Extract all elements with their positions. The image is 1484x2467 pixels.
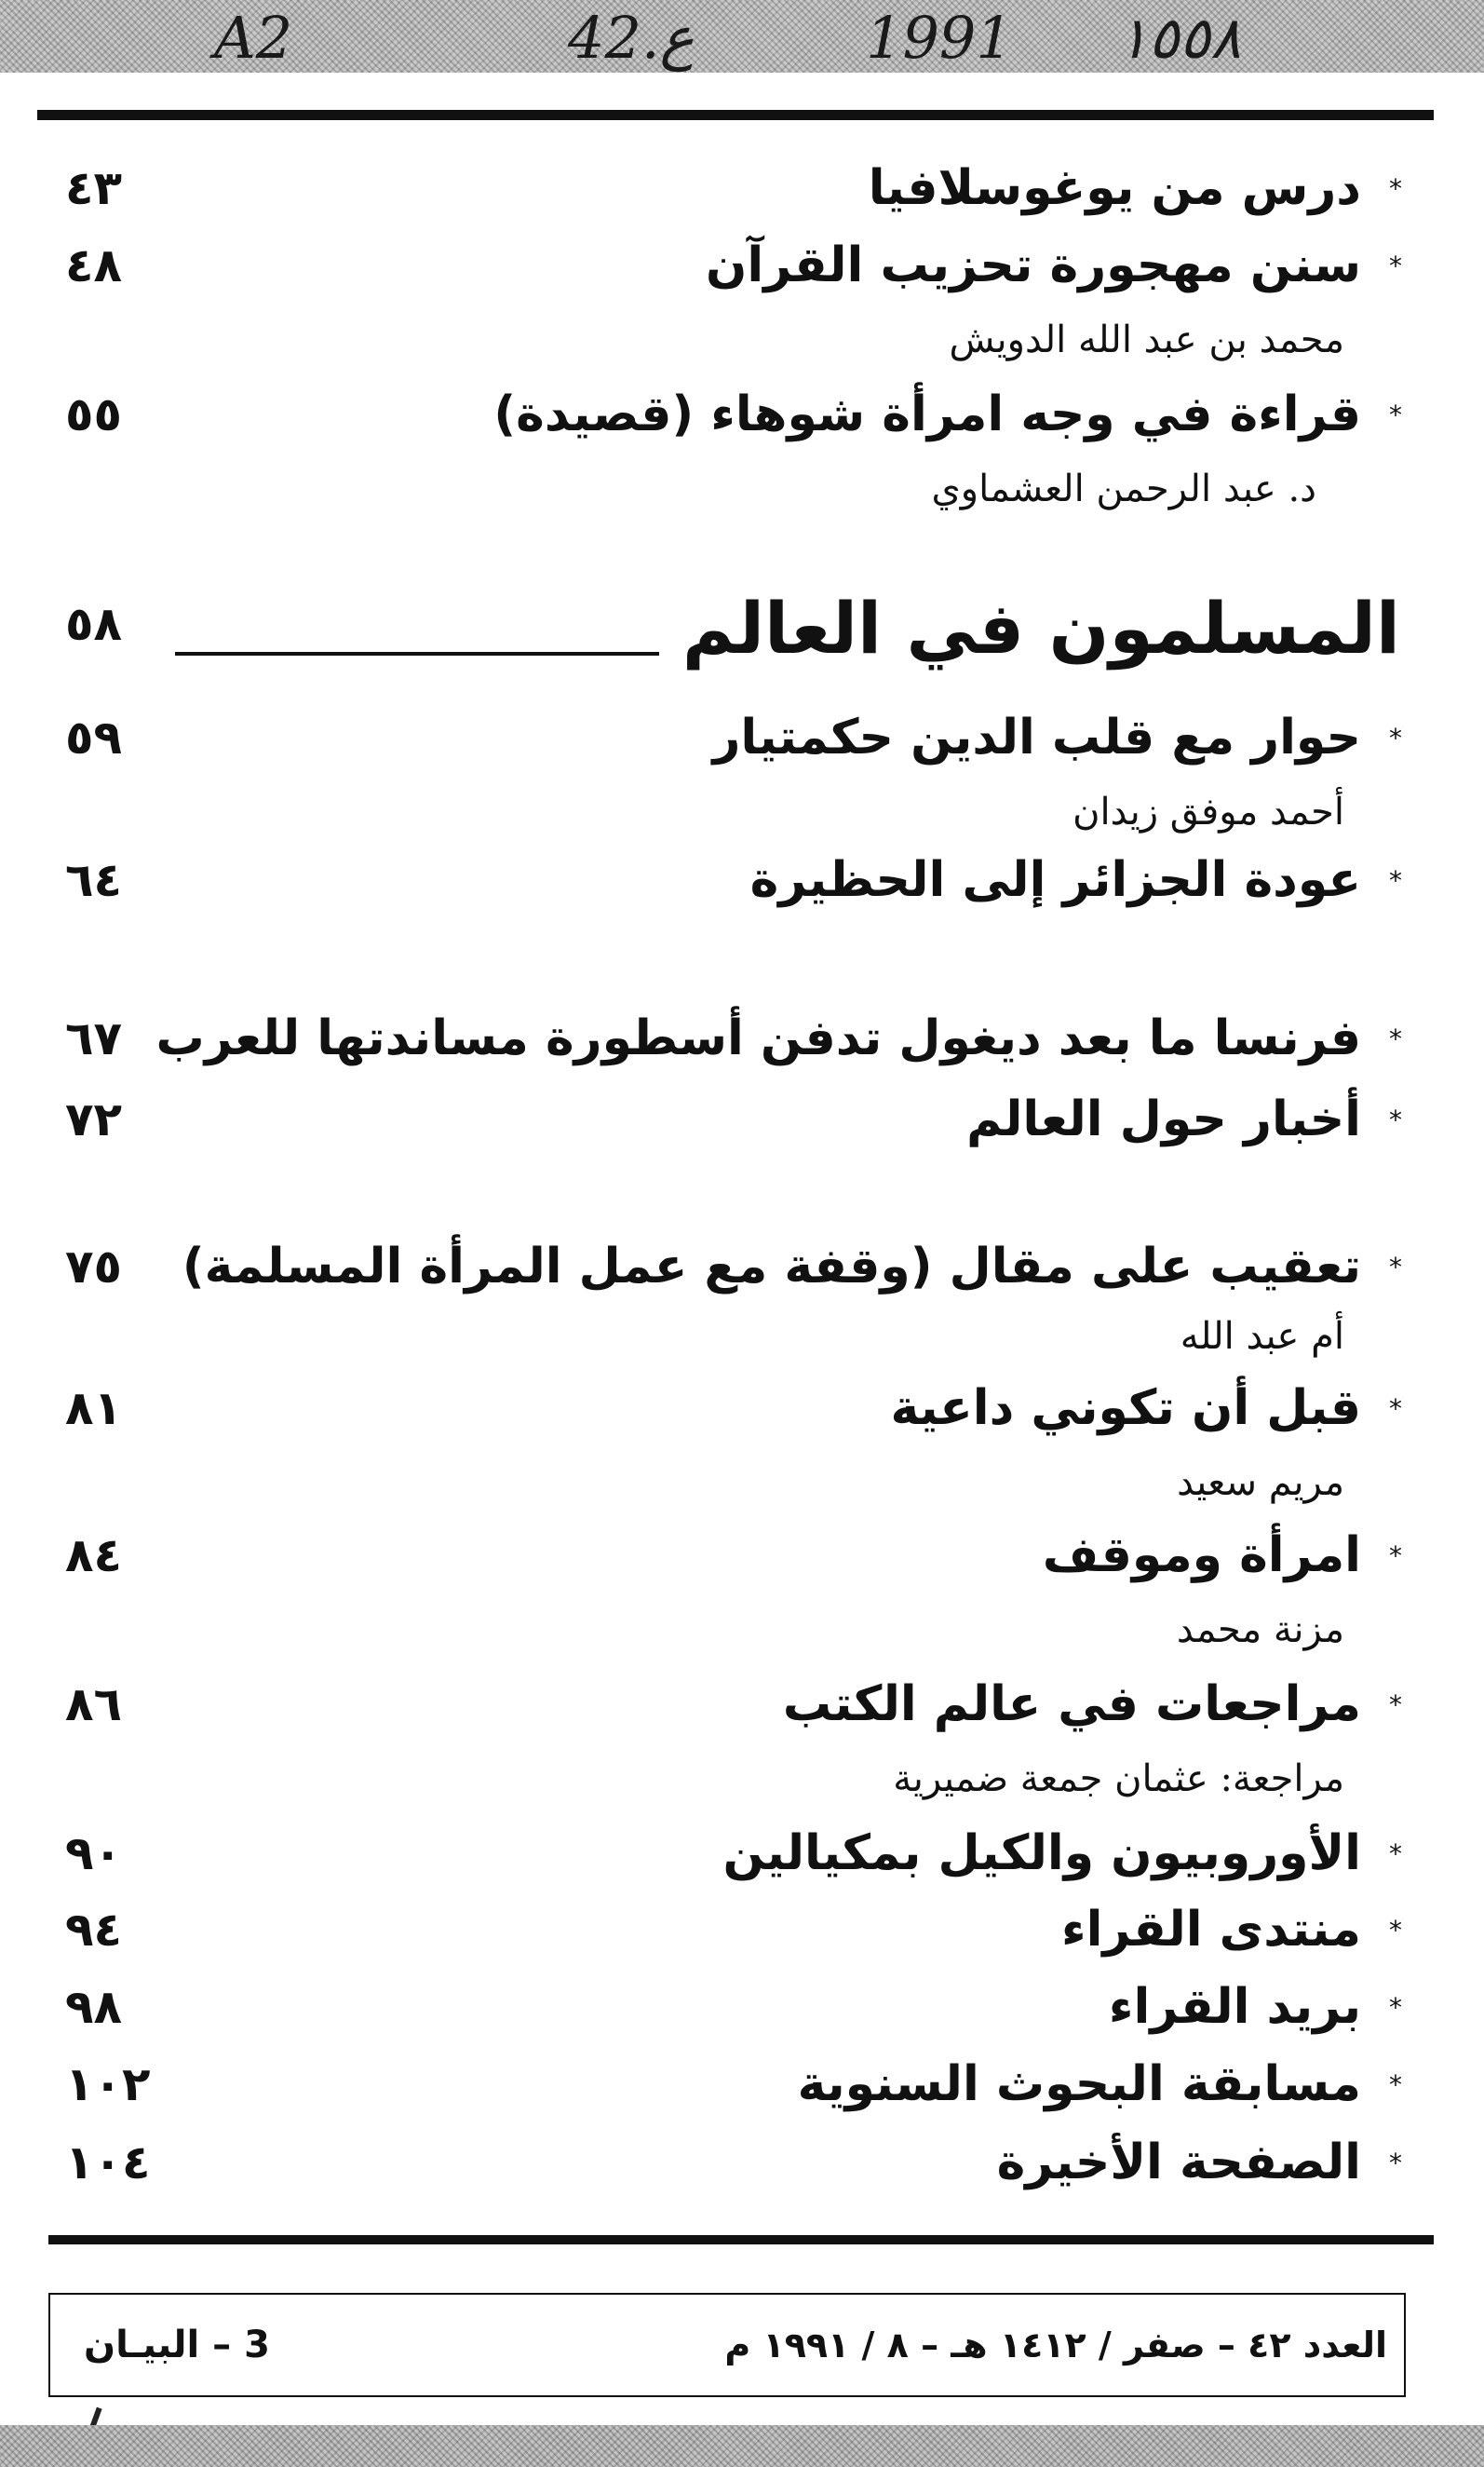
- entry-title: بريد القراء: [1108, 1979, 1361, 2035]
- bullet-star: *: [1389, 400, 1402, 430]
- handwritten-note-year: 1991: [866, 4, 1013, 72]
- entry-page-number: ٧٢: [65, 1092, 123, 1146]
- section-title: المسلمون في العالم: [681, 587, 1400, 670]
- toc-entry: [0, 228, 1484, 303]
- entry-page-number: ٦٧: [65, 1011, 123, 1065]
- entry-author: أحمد موفق زيدان: [1073, 791, 1344, 834]
- entry-page-number: ٤٨: [65, 238, 123, 292]
- toc-entry: [0, 1001, 1484, 1076]
- bullet-star: *: [1389, 1023, 1402, 1054]
- toc-entry: [0, 377, 1484, 452]
- bullet-star: *: [1389, 1393, 1402, 1424]
- entry-title: مراجعات في عالم الكتب: [782, 1676, 1361, 1732]
- entry-page-number: ٩٤: [65, 1903, 123, 1957]
- bottom-rule: [48, 2235, 1434, 2244]
- entry-title: تعقيب على مقال (وقفة مع عمل المرأة المسلمة): [182, 1239, 1361, 1294]
- entry-page-number: ٤٣: [65, 161, 123, 215]
- bullet-star: *: [1389, 1689, 1402, 1720]
- entry-page-number: ٨١: [65, 1381, 123, 1435]
- entry-title: قبل أن تكوني داعية: [890, 1380, 1361, 1436]
- toc-entry: [0, 1892, 1484, 1967]
- entry-author: مزنة محمد: [1176, 1608, 1344, 1651]
- entry-title: الأوروبيون والكيل بمكيالين: [722, 1825, 1361, 1881]
- entry-author: مراجعة: عثمان جمعة ضميرية: [893, 1757, 1344, 1800]
- handwritten-note-number: ١٥٥٨: [1117, 4, 1242, 72]
- entry-page-number: ٩٨: [65, 1980, 123, 2034]
- bullet-star: *: [1389, 173, 1402, 204]
- scanned-bottom-border: [0, 2425, 1484, 2467]
- entry-title: عودة الجزائر إلى الحظيرة: [749, 852, 1361, 908]
- bullet-star: *: [1389, 1252, 1402, 1282]
- toc-entry: [0, 843, 1484, 917]
- entry-title: منتدى القراء: [1061, 1902, 1361, 1958]
- entry-title: الصفحة الأخيرة: [996, 2135, 1361, 2190]
- bullet-star: *: [1389, 1540, 1402, 1571]
- bullet-star: *: [1389, 251, 1402, 281]
- section-page-row: [0, 587, 1484, 661]
- entry-page-number: ١٠٢: [65, 2057, 151, 2111]
- toc-entry: [0, 2047, 1484, 2121]
- entry-author: أم عبد الله: [1180, 1315, 1344, 1358]
- toc-entry: [0, 2125, 1484, 2200]
- entry-title: حوار مع قلب الدين حكمتيار: [712, 710, 1361, 766]
- entry-page-number: ٧٥: [65, 1240, 123, 1294]
- entry-page-number: ٥٥: [65, 387, 123, 441]
- footer-box: [48, 2293, 1406, 2397]
- toc-entry: [0, 1816, 1484, 1891]
- toc-entry: [0, 1229, 1484, 1304]
- bullet-star: *: [1389, 2148, 1402, 2178]
- entry-title: سنن مهجورة تحزيب القرآن: [706, 237, 1361, 293]
- toc-entry: [0, 151, 1484, 225]
- entry-author: مريم سعيد: [1177, 1461, 1344, 1504]
- entry-page-number: ٦٤: [65, 853, 123, 907]
- toc-entry: [0, 1667, 1484, 1742]
- bullet-star: *: [1389, 865, 1402, 896]
- entry-title: أخبار حول العالم: [966, 1091, 1361, 1147]
- footer-issue-info: العدد ٤٢ – صفر / ١٤١٢ هـ – ٨ / ١٩٩١ م: [724, 2325, 1387, 2365]
- toc-entry: [0, 700, 1484, 775]
- entry-page-number: ٩٠: [65, 1826, 123, 1880]
- entry-page-number: ٨٤: [65, 1528, 123, 1582]
- entry-title: درس من يوغوسلافيا: [868, 160, 1361, 216]
- bullet-star: *: [1389, 2069, 1402, 2100]
- toc-entry: [0, 1371, 1484, 1445]
- bullet-star: *: [1389, 1838, 1402, 1869]
- entry-author: محمد بن عبد الله الدويش: [949, 319, 1344, 361]
- top-rule: [37, 110, 1434, 120]
- toc-entry: [0, 1970, 1484, 2044]
- entry-title: فرنسا ما بعد ديغول تدفن أسطورة مساندتها للعرب: [155, 1010, 1361, 1066]
- section-page-number: ٥٨: [65, 597, 123, 651]
- entry-title: امرأة وموقف: [1042, 1527, 1361, 1583]
- entry-title: قراءة في وجه امرأة شوهاء (قصيدة): [493, 386, 1361, 442]
- entry-page-number: ٥٩: [65, 711, 123, 765]
- bullet-star: *: [1389, 1105, 1402, 1135]
- entry-page-number: ٨٦: [65, 1677, 123, 1731]
- bullet-star: *: [1389, 1915, 1402, 1945]
- handwritten-note-code: A2: [214, 4, 293, 72]
- footer-page-label: 3 – البيـان: [84, 2324, 270, 2366]
- entry-title: مسابقة البحوث السنوية: [797, 2056, 1361, 2112]
- bullet-star: *: [1389, 723, 1402, 753]
- toc-entry: [0, 1082, 1484, 1157]
- toc-entry: [0, 1518, 1484, 1593]
- bullet-star: *: [1389, 1992, 1402, 2023]
- handwritten-note-issue: 42.ع: [568, 4, 695, 72]
- entry-author: د. عبد الرحمن العشماوي: [931, 468, 1316, 510]
- entry-page-number: ١٠٤: [65, 2135, 151, 2189]
